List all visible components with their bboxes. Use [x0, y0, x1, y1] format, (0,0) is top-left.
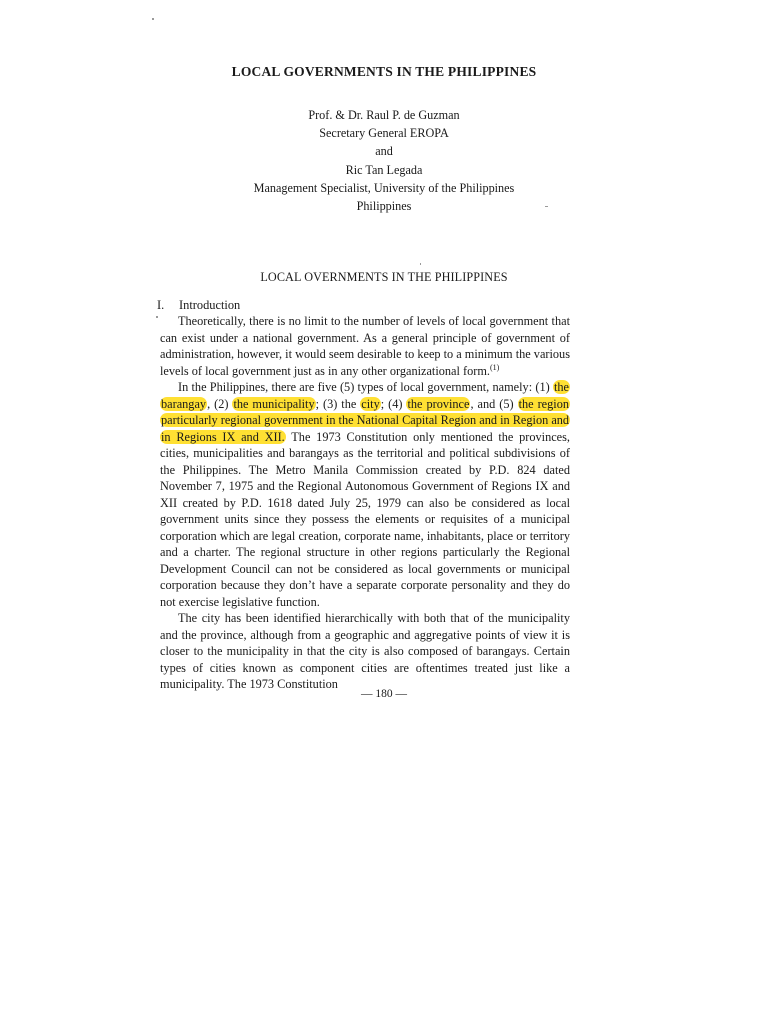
- paragraph-text: The city has been identified hierarchically with both that of the municipality and the province, although from a geographic and aggregative points of view it is closer to the municipality in that the city is also composed of barangays. Certain types of cities known as component cities are oftentimes treated just like a municipality. The 1973 Constitution: [160, 611, 570, 691]
- section-subtitle: LOCAL OVERNMENTS IN THE PHILIPPINES: [260, 270, 508, 284]
- body-text: [160, 313, 570, 693]
- author-line: Prof. & Dr. Raul P. de Guzman: [308, 108, 460, 122]
- scan-speck: [156, 316, 158, 318]
- highlighted-text: the municipality: [233, 396, 315, 411]
- document-title: LOCAL GOVERNMENTS IN THE PHILIPPINES: [231, 64, 537, 79]
- highlighted-text: city: [361, 396, 380, 411]
- author-line: Secretary General EROPA: [319, 126, 449, 141]
- paragraph: [160, 379, 570, 610]
- footnote-marker: (1): [490, 362, 500, 372]
- section-heading: [157, 298, 240, 313]
- paragraph-text: , (2): [207, 396, 233, 411]
- page-number: — 180 —: [361, 688, 407, 700]
- scan-speck: [545, 206, 548, 207]
- highlighted-text: the province: [407, 396, 470, 411]
- paragraph-text: ; (4): [380, 396, 407, 411]
- paragraph-text: ; (3) the: [315, 396, 361, 411]
- author-line: Management Specialist, University of the Philippines: [253, 180, 515, 195]
- author-line: Ric Tan Legada: [345, 162, 423, 177]
- section-number: I.: [157, 298, 165, 312]
- author-line: Philippines: [356, 199, 412, 214]
- paragraph-text: , and (5): [470, 396, 518, 411]
- scan-speck: [152, 18, 154, 20]
- scan-speck: [420, 263, 421, 265]
- paragraph-text: The 1973 Constitution only mentioned the provinces, cities, municipalities and barangays as the territorial and political subdivisions of the Philippines. The Metro Manila Commission created by P.D. 824 dated November 7, 1975 and the Regional Autonomous Government of Regions IX and XII created by P.D. 1618 dated July 25, 1979 can also be considered as local government units since they possess the elements or requisites of a municipal corporation which are legal creation, corporate name, inhabitants, place or territory and a charter. The regional structure in other regions particularly the Regional Development Council can not be considered as local governments or municipal corporation because they don’t have a separate corporate personality and they do not exercise legislative function.: [160, 429, 571, 609]
- paragraph: [160, 313, 570, 379]
- paragraph-text: Theoretically, there is no limit to the number of levels of local government that can exist under a national government. As a general principle of government of administration, however, it would seem desirable to keep to a minimum the various levels of local government just as in any other organizational form.: [160, 314, 570, 378]
- paragraph-text: In the Philippines, there are five (5) types of local government, namely: (1): [178, 380, 553, 394]
- author-line: and: [375, 144, 393, 159]
- highlighted-text: the region particularly regional government in the National Capital Region and in Region and in Regions IX and XII.: [161, 396, 570, 444]
- author-block: [0, 106, 768, 215]
- paragraph: [160, 610, 570, 693]
- section-heading-text: Introduction: [179, 298, 241, 312]
- highlighted-text: the barangay: [161, 380, 569, 411]
